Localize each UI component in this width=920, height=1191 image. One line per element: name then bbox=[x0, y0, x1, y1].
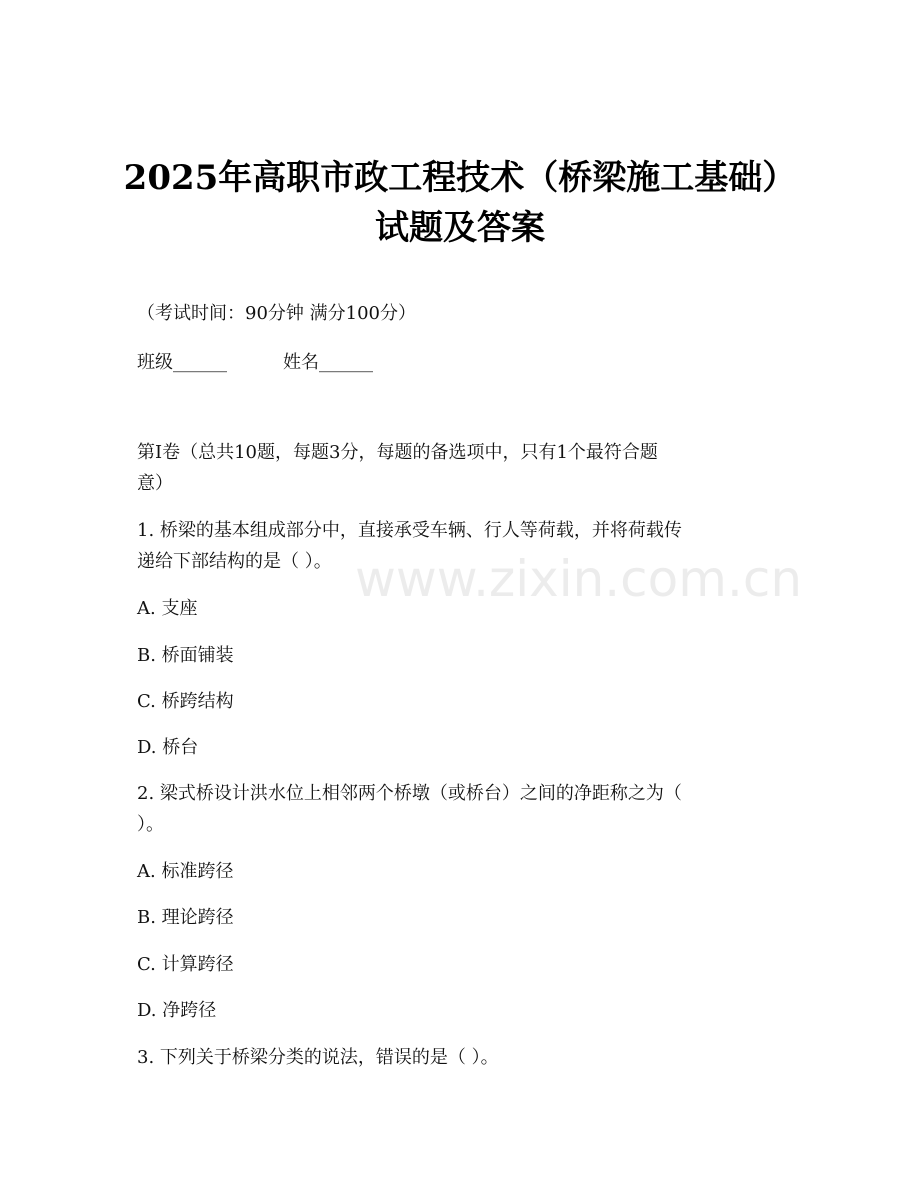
question-2-option-d: D. 净跨径 bbox=[137, 1000, 217, 1021]
document-title-line-1: 2025年高职市政工程技术（桥梁施工基础） bbox=[123, 158, 797, 198]
question-3-line-1: 3. 下列关于桥梁分类的说法，错误的是（ ）。 bbox=[137, 1047, 499, 1068]
student-info-row bbox=[137, 351, 797, 375]
question-1-option-d: D. 桥台 bbox=[137, 737, 199, 758]
question-2-option-b: B. 理论跨径 bbox=[137, 907, 234, 928]
question-1-line-2: 递给下部结构的是（ ）。 bbox=[137, 551, 332, 572]
document-title-line-2: 试题及答案 bbox=[375, 208, 545, 248]
question-1-option-b: B. 桥面铺装 bbox=[137, 645, 234, 666]
exam-info: （考试时间：90分钟 满分100分） bbox=[137, 303, 416, 324]
question-2-option-a: A. 标准跨径 bbox=[137, 861, 234, 882]
class-field: 班级______ bbox=[137, 352, 227, 373]
question-2-option-c: C. 计算跨径 bbox=[137, 954, 234, 975]
watermark-text: www.zixin.com.cn bbox=[355, 550, 803, 608]
question-1-option-a: A. 支座 bbox=[137, 598, 198, 619]
name-field: 姓名______ bbox=[283, 352, 373, 373]
section-heading-line-1: 第I卷（总共10题，每题3分，每题的备选项中，只有1个最符合题 bbox=[137, 442, 658, 463]
question-2-line-1: 2. 梁式桥设计洪水位上相邻两个桥墩（或桥台）之间的净距称之为（ bbox=[137, 783, 682, 804]
question-1-line-1: 1. 桥梁的基本组成部分中，直接承受车辆、行人等荷载，并将荷载传 bbox=[137, 520, 682, 541]
section-heading-line-2: 意） bbox=[137, 473, 173, 494]
question-1-option-c: C. 桥跨结构 bbox=[137, 691, 234, 712]
question-2-line-2: ）。 bbox=[137, 814, 164, 835]
